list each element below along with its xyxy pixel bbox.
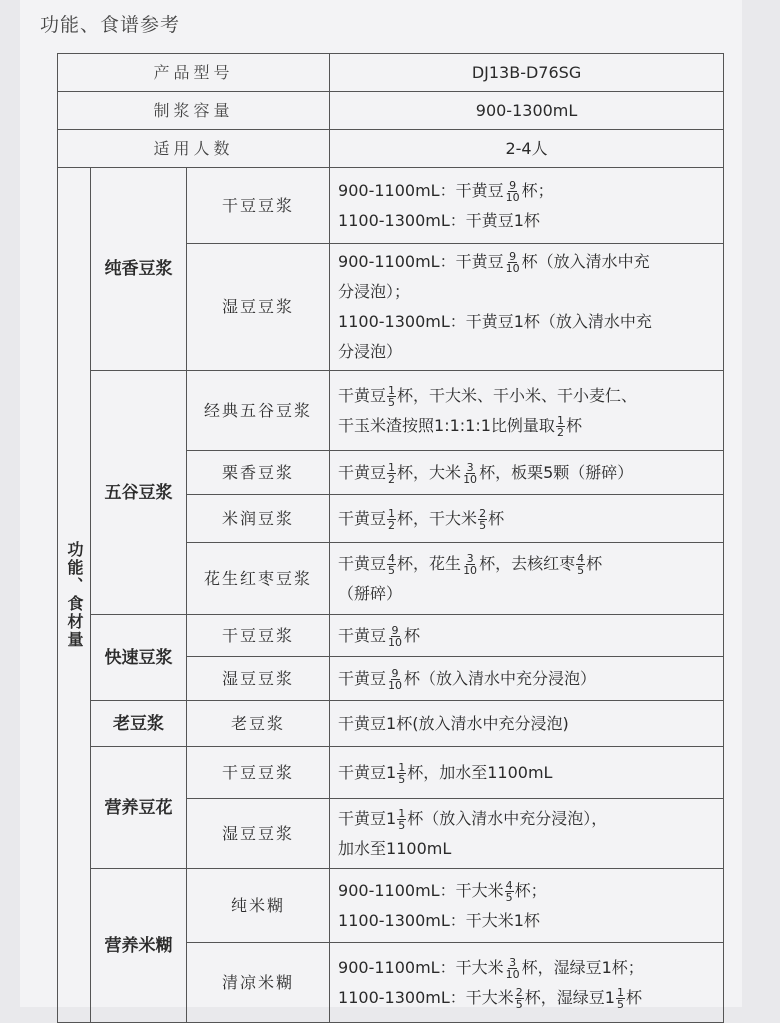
fraction: $\frac{9}{10}$ [505,250,520,275]
recipe-detail: 干黄豆 $\frac{9}{10}$ 杯 [330,615,724,657]
category-label: 纯香豆浆 [91,168,187,371]
table-row [58,371,724,451]
recipe-table [57,53,724,1023]
recipe-name: 干豆豆浆 [187,747,330,799]
recipe-name: 湿豆豆浆 [187,657,330,701]
category-label: 营养米糊 [91,869,187,1023]
recipe-name: 花生红枣豆浆 [187,543,330,615]
recipe-name: 湿豆豆浆 [187,799,330,869]
recipe-name: 清凉米糊 [187,943,330,1023]
fraction: $\frac{1}{5}$ [388,383,396,409]
servings-label: 适用人数 [58,130,330,168]
model-value: DJ13B-D76SG [330,54,724,92]
recipe-detail: 干黄豆 $\frac{1}{2}$ 杯，干大米 $\frac{2}{5}$ 杯 [330,495,724,543]
recipe-name: 老豆浆 [187,701,330,747]
category-label: 营养豆花 [91,747,187,869]
recipe-detail: 900-1100mL：干大米 $\frac{4}{5}$ 杯； 1100-1300mL：干大米1杯 [330,869,724,943]
table-row [58,168,724,244]
fraction: $\frac{2}{5}$ [515,985,523,1011]
recipe-name: 纯米糊 [187,869,330,943]
section-heading: 功能、食谱参考 [40,14,181,36]
fraction: $\frac{9}{10}$ [505,178,520,204]
fraction: $\frac{3}{10}$ [505,955,520,981]
model-label: 产品型号 [58,54,330,92]
table-row [58,92,724,130]
recipe-detail: 900-1100mL：干大米 $\frac{3}{10}$ 杯，湿绿豆1杯； 1100-1300mL：干大米 $\frac{2}{5}$ 杯，湿绿豆1 $\frac{1}{5}$ 杯 [330,943,724,1023]
servings-value: 2-4人 [330,130,724,168]
category-label: 老豆浆 [91,701,187,747]
table-row [58,747,724,799]
fraction: $\frac{4}{5}$ [577,551,585,577]
recipe-detail: 干黄豆1 $\frac{1}{5}$ 杯，加水至1100mL [330,747,724,799]
recipe-detail: 干黄豆 $\frac{9}{10}$ 杯（放入清水中充分浸泡） [330,657,724,701]
function-side-label: 功能、食材量 [58,168,91,1023]
capacity-value: 900-1300mL [330,92,724,130]
fraction: $\frac{4}{5}$ [505,878,513,904]
fraction: $\frac{2}{5}$ [479,506,487,532]
fraction: $\frac{3}{10}$ [463,551,478,577]
recipe-name: 经典五谷豆浆 [187,371,330,451]
fraction: $\frac{1}{5}$ [398,760,406,786]
capacity-label: 制浆容量 [58,92,330,130]
table-row [58,54,724,92]
fraction: $\frac{1}{2}$ [388,506,396,532]
recipe-name: 栗香豆浆 [187,451,330,495]
recipe-name: 干豆豆浆 [187,615,330,657]
recipe-detail: 干黄豆 $\frac{4}{5}$ 杯，花生 $\frac{3}{10}$ 杯，去核红枣 $\frac{4}{5}$ 杯 （掰碎） [330,543,724,615]
recipe-name: 米润豆浆 [187,495,330,543]
fraction: $\frac{1}{2}$ [388,460,396,486]
recipe-name: 干豆豆浆 [187,168,330,244]
recipe-detail: 900-1100mL：干黄豆 $\frac{9}{10}$ 杯（放入清水中充 分浸泡）； 1100-1300mL：干黄豆1杯（放入清水中充 分浸泡） [330,244,724,371]
recipe-detail: 干黄豆1杯(放入清水中充分浸泡) [330,701,724,747]
recipe-detail: 干黄豆 $\frac{1}{5}$ 杯，干大米、干小米、干小麦仁、 干玉米渣按照1:1:1:1比例量取 $\frac{1}{2}$ 杯 [330,371,724,451]
recipe-detail: 900-1100mL：干黄豆 $\frac{9}{10}$ 杯； 1100-1300mL：干黄豆1杯 [330,168,724,244]
fraction: $\frac{1}{5}$ [616,985,624,1011]
recipe-detail: 干黄豆1 $\frac{1}{5}$ 杯（放入清水中充分浸泡）， 加水至1100mL [330,799,724,869]
table-row [58,130,724,168]
fraction: $\frac{9}{10}$ [388,666,403,692]
fraction: $\frac{4}{5}$ [388,551,396,577]
category-label: 快速豆浆 [91,615,187,701]
table-row [58,701,724,747]
fraction: $\frac{3}{10}$ [463,460,478,486]
fraction: $\frac{1}{2}$ [556,413,564,439]
recipe-name: 湿豆豆浆 [187,244,330,371]
category-label: 五谷豆浆 [91,371,187,615]
fraction: $\frac{9}{10}$ [388,623,403,649]
recipe-detail: 干黄豆 $\frac{1}{2}$ 杯，大米 $\frac{3}{10}$ 杯，板栗5颗（掰碎） [330,451,724,495]
table-row [58,615,724,657]
table-row [58,869,724,943]
fraction: $\frac{1}{5}$ [398,806,406,832]
